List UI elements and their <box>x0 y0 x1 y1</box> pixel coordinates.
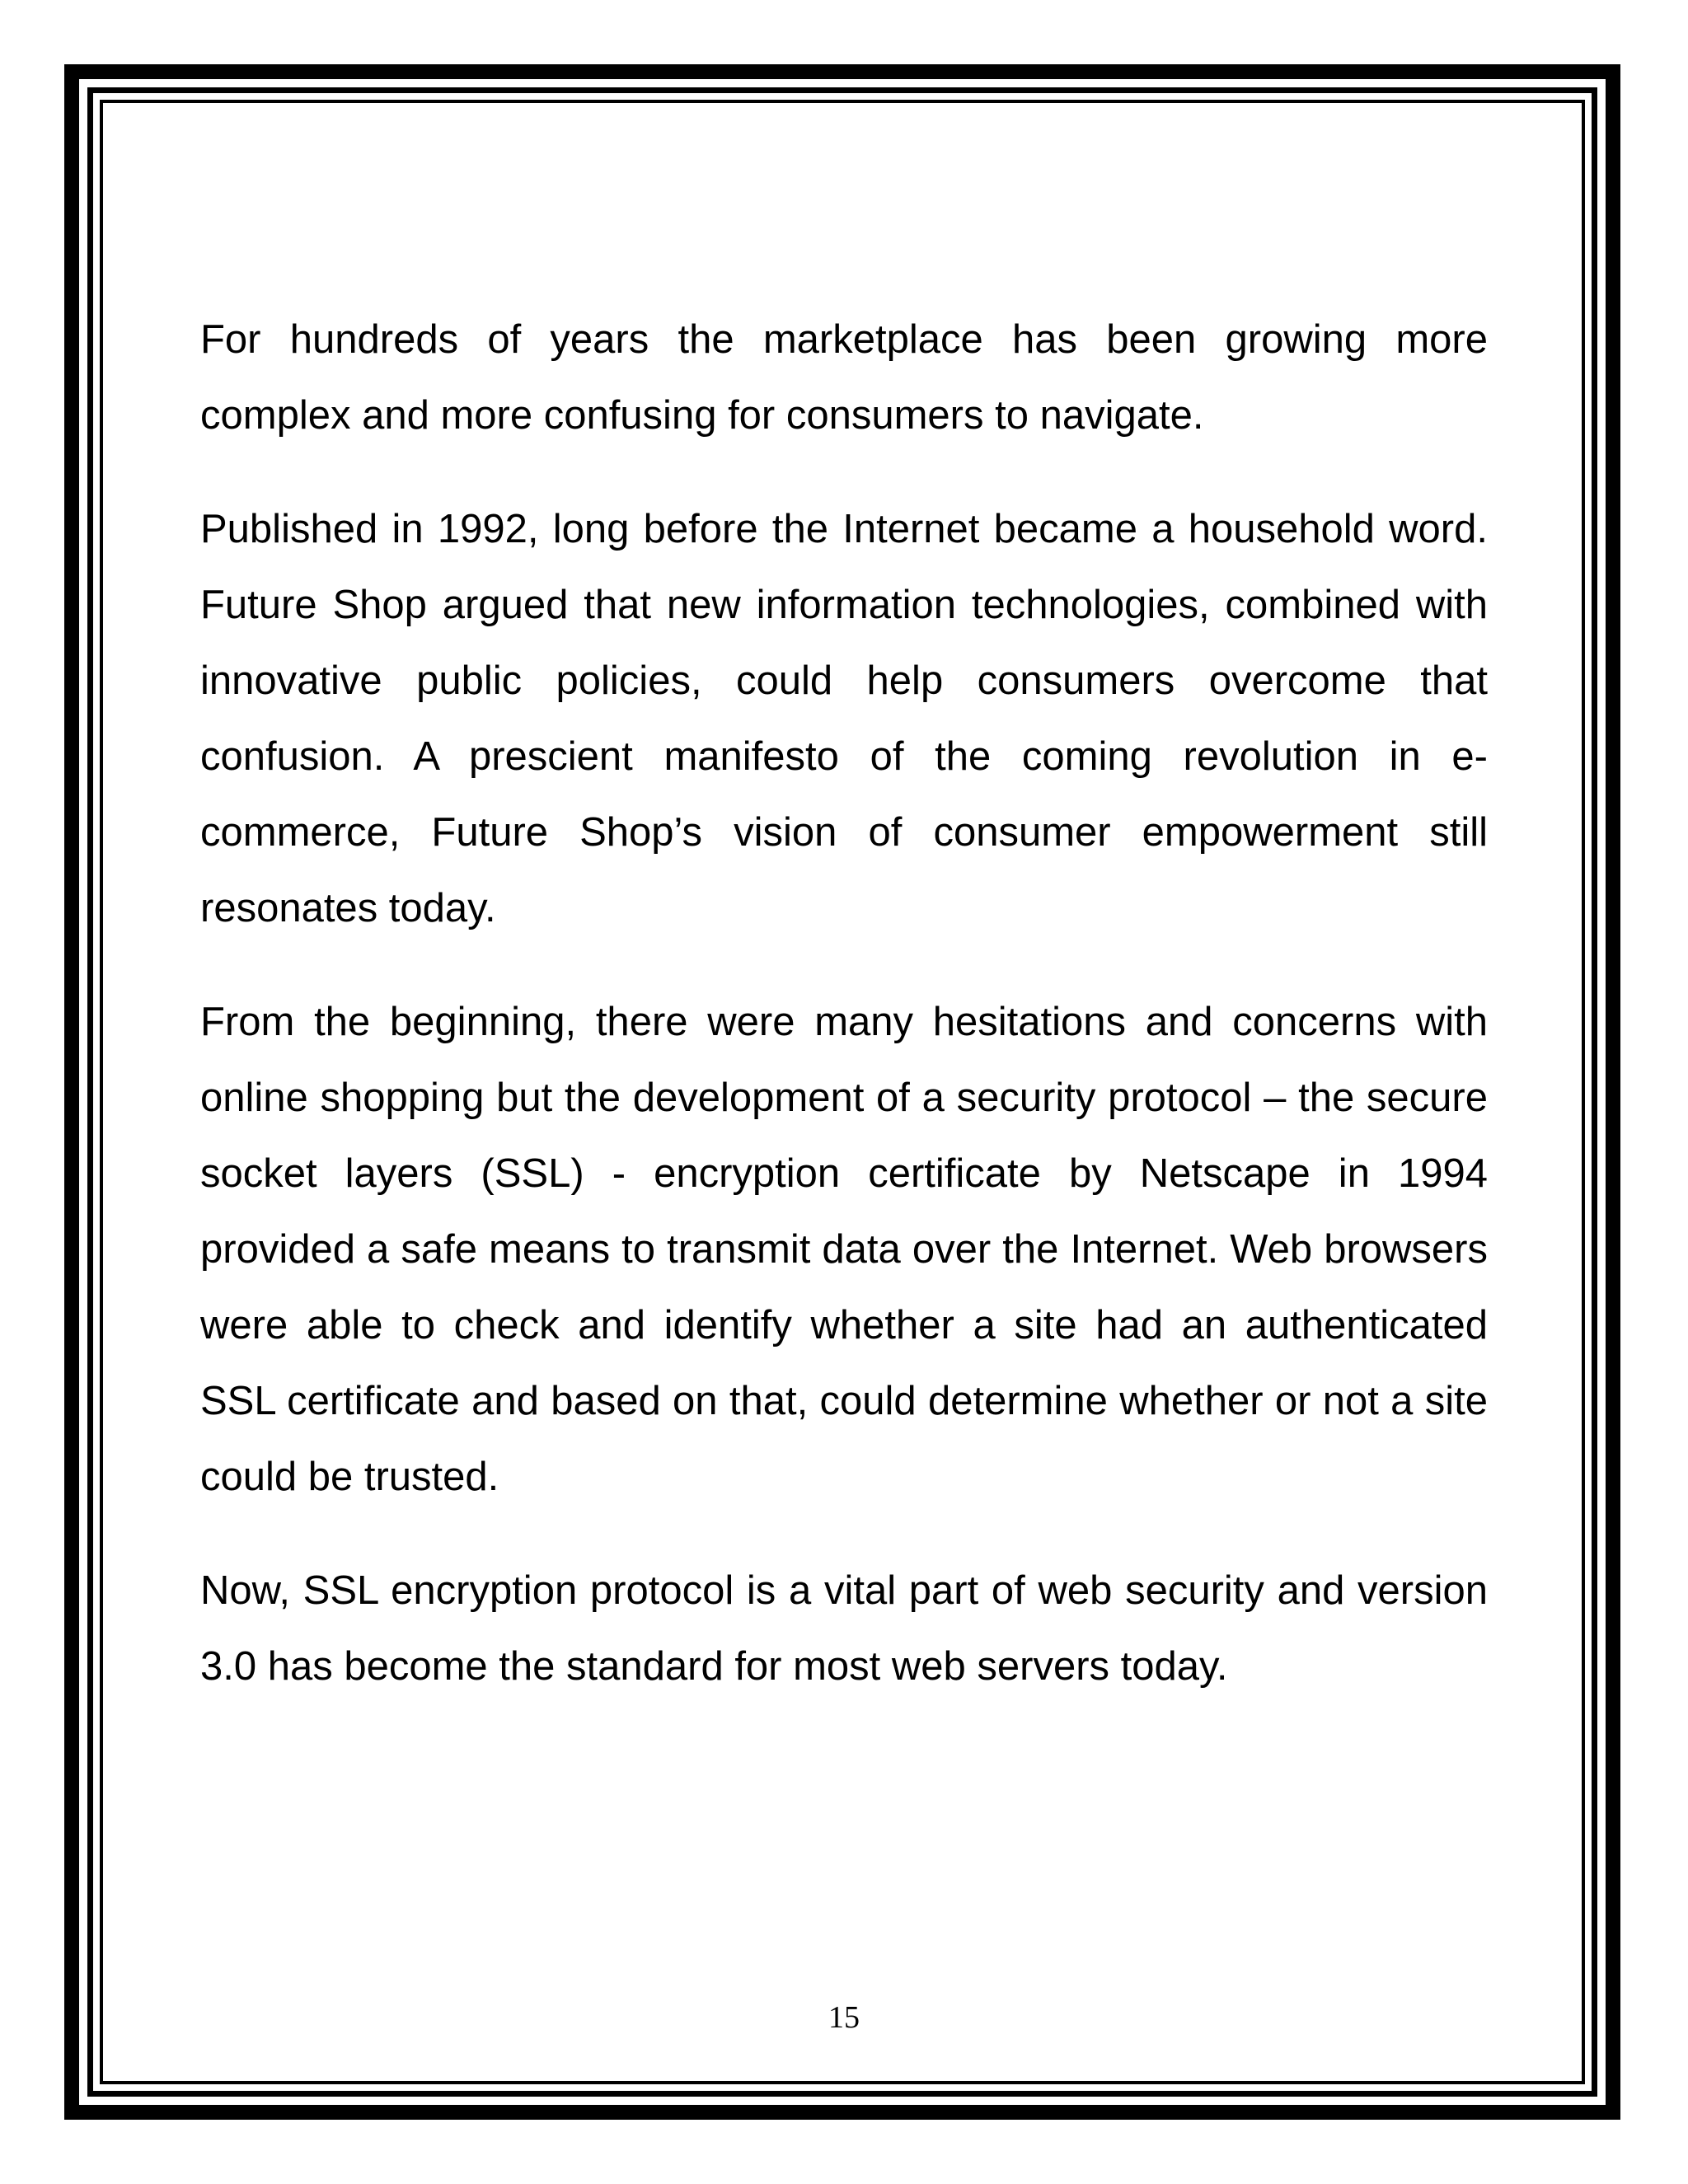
page-body <box>200 302 1488 1742</box>
paragraph-ssl-history: From the beginning, there were many hesitations and concerns with online shopping but the development of a security protocol – the secure socket layers (SSL) - encryption certificate by Netscape in 1994 provided a safe means to transmit data over the Internet. Web browsers were able to check and identify whether a site had an authenticated SSL certificate and based on that, could determine whether or not a site could be trusted. <box>200 1000 1488 1499</box>
paragraph-ssl-today: Now, SSL encryption protocol is a vital part of web security and version 3.0 has become the standard for most web servers today. <box>200 1568 1488 1689</box>
page-number: 15 <box>828 2000 860 2035</box>
paragraph-future-shop: Published in 1992, long before the Internet became a household word. Future Shop argued that new information technologies, combined with innovative public policies, could help consumers overcome that confusion. A prescient manifesto of the coming revolution in e-commerce, Future Shop’s vision of consumer empowerment still resonates today. <box>200 507 1488 930</box>
paragraph-marketplace: For hundreds of years the marketplace has been growing more complex and more confusing for consumers to navigate. <box>200 317 1488 438</box>
